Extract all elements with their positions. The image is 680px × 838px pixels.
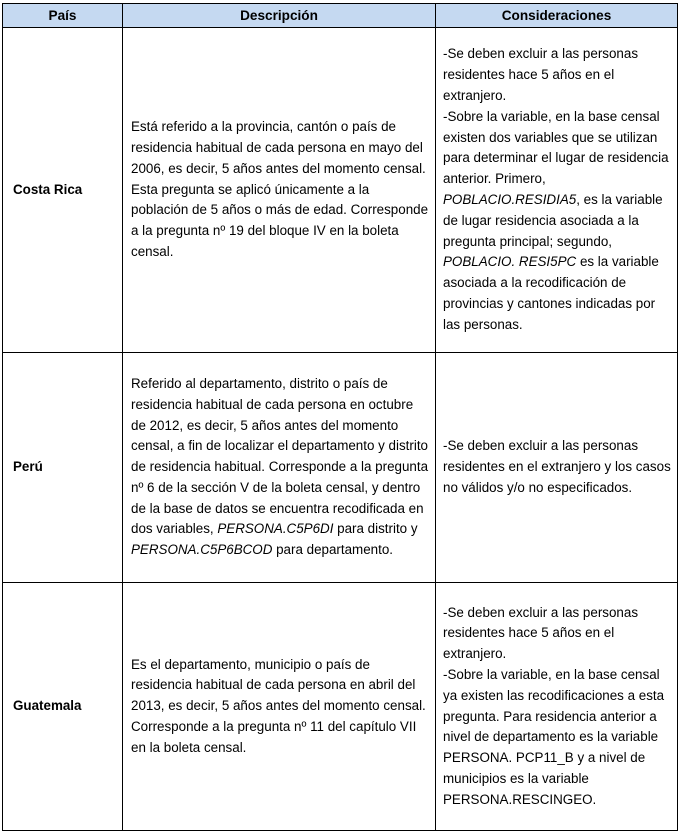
considerations-cell bbox=[436, 583, 678, 831]
description-text: Está referido a la provincia, cantón o país de residencia habitual de cada persona en mayo del 2006, es decir, 5 años antes del momento censal. Esta pregunta se aplicó únicamente a la población de 5 años o más de edad. Corresponde a la pregunta nº 19 del bloque IV en la boleta censal. bbox=[131, 119, 429, 259]
country-cell: Perú bbox=[3, 353, 123, 583]
consideration-paragraph: -Se deben excluir a las personas residentes hace 5 años en el extranjero. bbox=[443, 46, 639, 104]
header-descripcion: Descripción bbox=[123, 4, 436, 28]
table-row-guatemala bbox=[3, 583, 678, 831]
table-row-costa-rica bbox=[3, 28, 678, 353]
table-header-row bbox=[3, 4, 678, 28]
consideration-paragraph bbox=[443, 107, 673, 336]
description-cell bbox=[123, 353, 436, 583]
consideration-paragraph: -Se deben excluir a las personas residentes en el extranjero y los casos no válidos y/o no especificados. bbox=[443, 438, 671, 495]
header-pais: País bbox=[3, 4, 123, 28]
variable-name: POBLACIO. RESI5PC bbox=[443, 254, 577, 270]
consideration-paragraph: -Se deben excluir a las personas residentes hace 5 años en el extranjero. bbox=[443, 604, 639, 662]
description-cell bbox=[123, 28, 436, 353]
description-text: Es el departamento, municipio o país de residencia habitual de cada persona en abril del 2013, es decir, 5 años antes del momento censal. Corresponde a la pregunta nº 11 del capítulo VII en la boleta censal. bbox=[131, 656, 426, 755]
variable-name: PERSONA.C5P6DI bbox=[217, 521, 334, 537]
variable-name: PERSONA.C5P6BCOD bbox=[131, 542, 273, 558]
variable-name: POBLACIO.RESIDIA5 bbox=[443, 192, 577, 207]
considerations-cell bbox=[436, 353, 678, 583]
header-consideraciones: Consideraciones bbox=[436, 4, 678, 28]
description-text: para distrito y bbox=[333, 521, 418, 537]
description-cell bbox=[123, 583, 436, 831]
consideration-text: , es la variable de lugar residencia asociada a la pregunta principal; segundo, bbox=[443, 192, 663, 249]
country-cell: Guatemala bbox=[3, 583, 123, 831]
census-variables-table bbox=[2, 3, 678, 831]
considerations-cell bbox=[436, 28, 678, 353]
table-row-peru bbox=[3, 353, 678, 583]
description-text: Referido al departamento, distrito o país de residencia habitual de cada persona en octubre de 2012, es decir, 5 años antes del momento censal, a fin de localizar el departamento y distrito de residencia habitual. Corresponde a la pregunta nº 6 de la sección V de la boleta censal, y dentro de la base de datos se encuentra recodificada en dos variables, bbox=[131, 375, 429, 537]
consideration-paragraph: -Sobre la variable, en la base censal ya existen las recodificaciones a esta pregunta. Para residencia anterior a nivel de departamento es la variable PERSONA. PCP11_B y a nivel de municipios es la variable PERSONA.RESCINGEO. bbox=[443, 666, 665, 807]
description-text: para departamento. bbox=[272, 542, 393, 558]
consideration-text: es la variable asociada a la recodificación de provincias y cantones indicadas por las personas. bbox=[443, 254, 659, 332]
consideration-text: -Sobre la variable, en la base censal existen dos variables que se utilizan para determinar el lugar de residencia anterior. Primero, bbox=[443, 108, 669, 187]
country-cell: Costa Rica bbox=[3, 28, 123, 353]
